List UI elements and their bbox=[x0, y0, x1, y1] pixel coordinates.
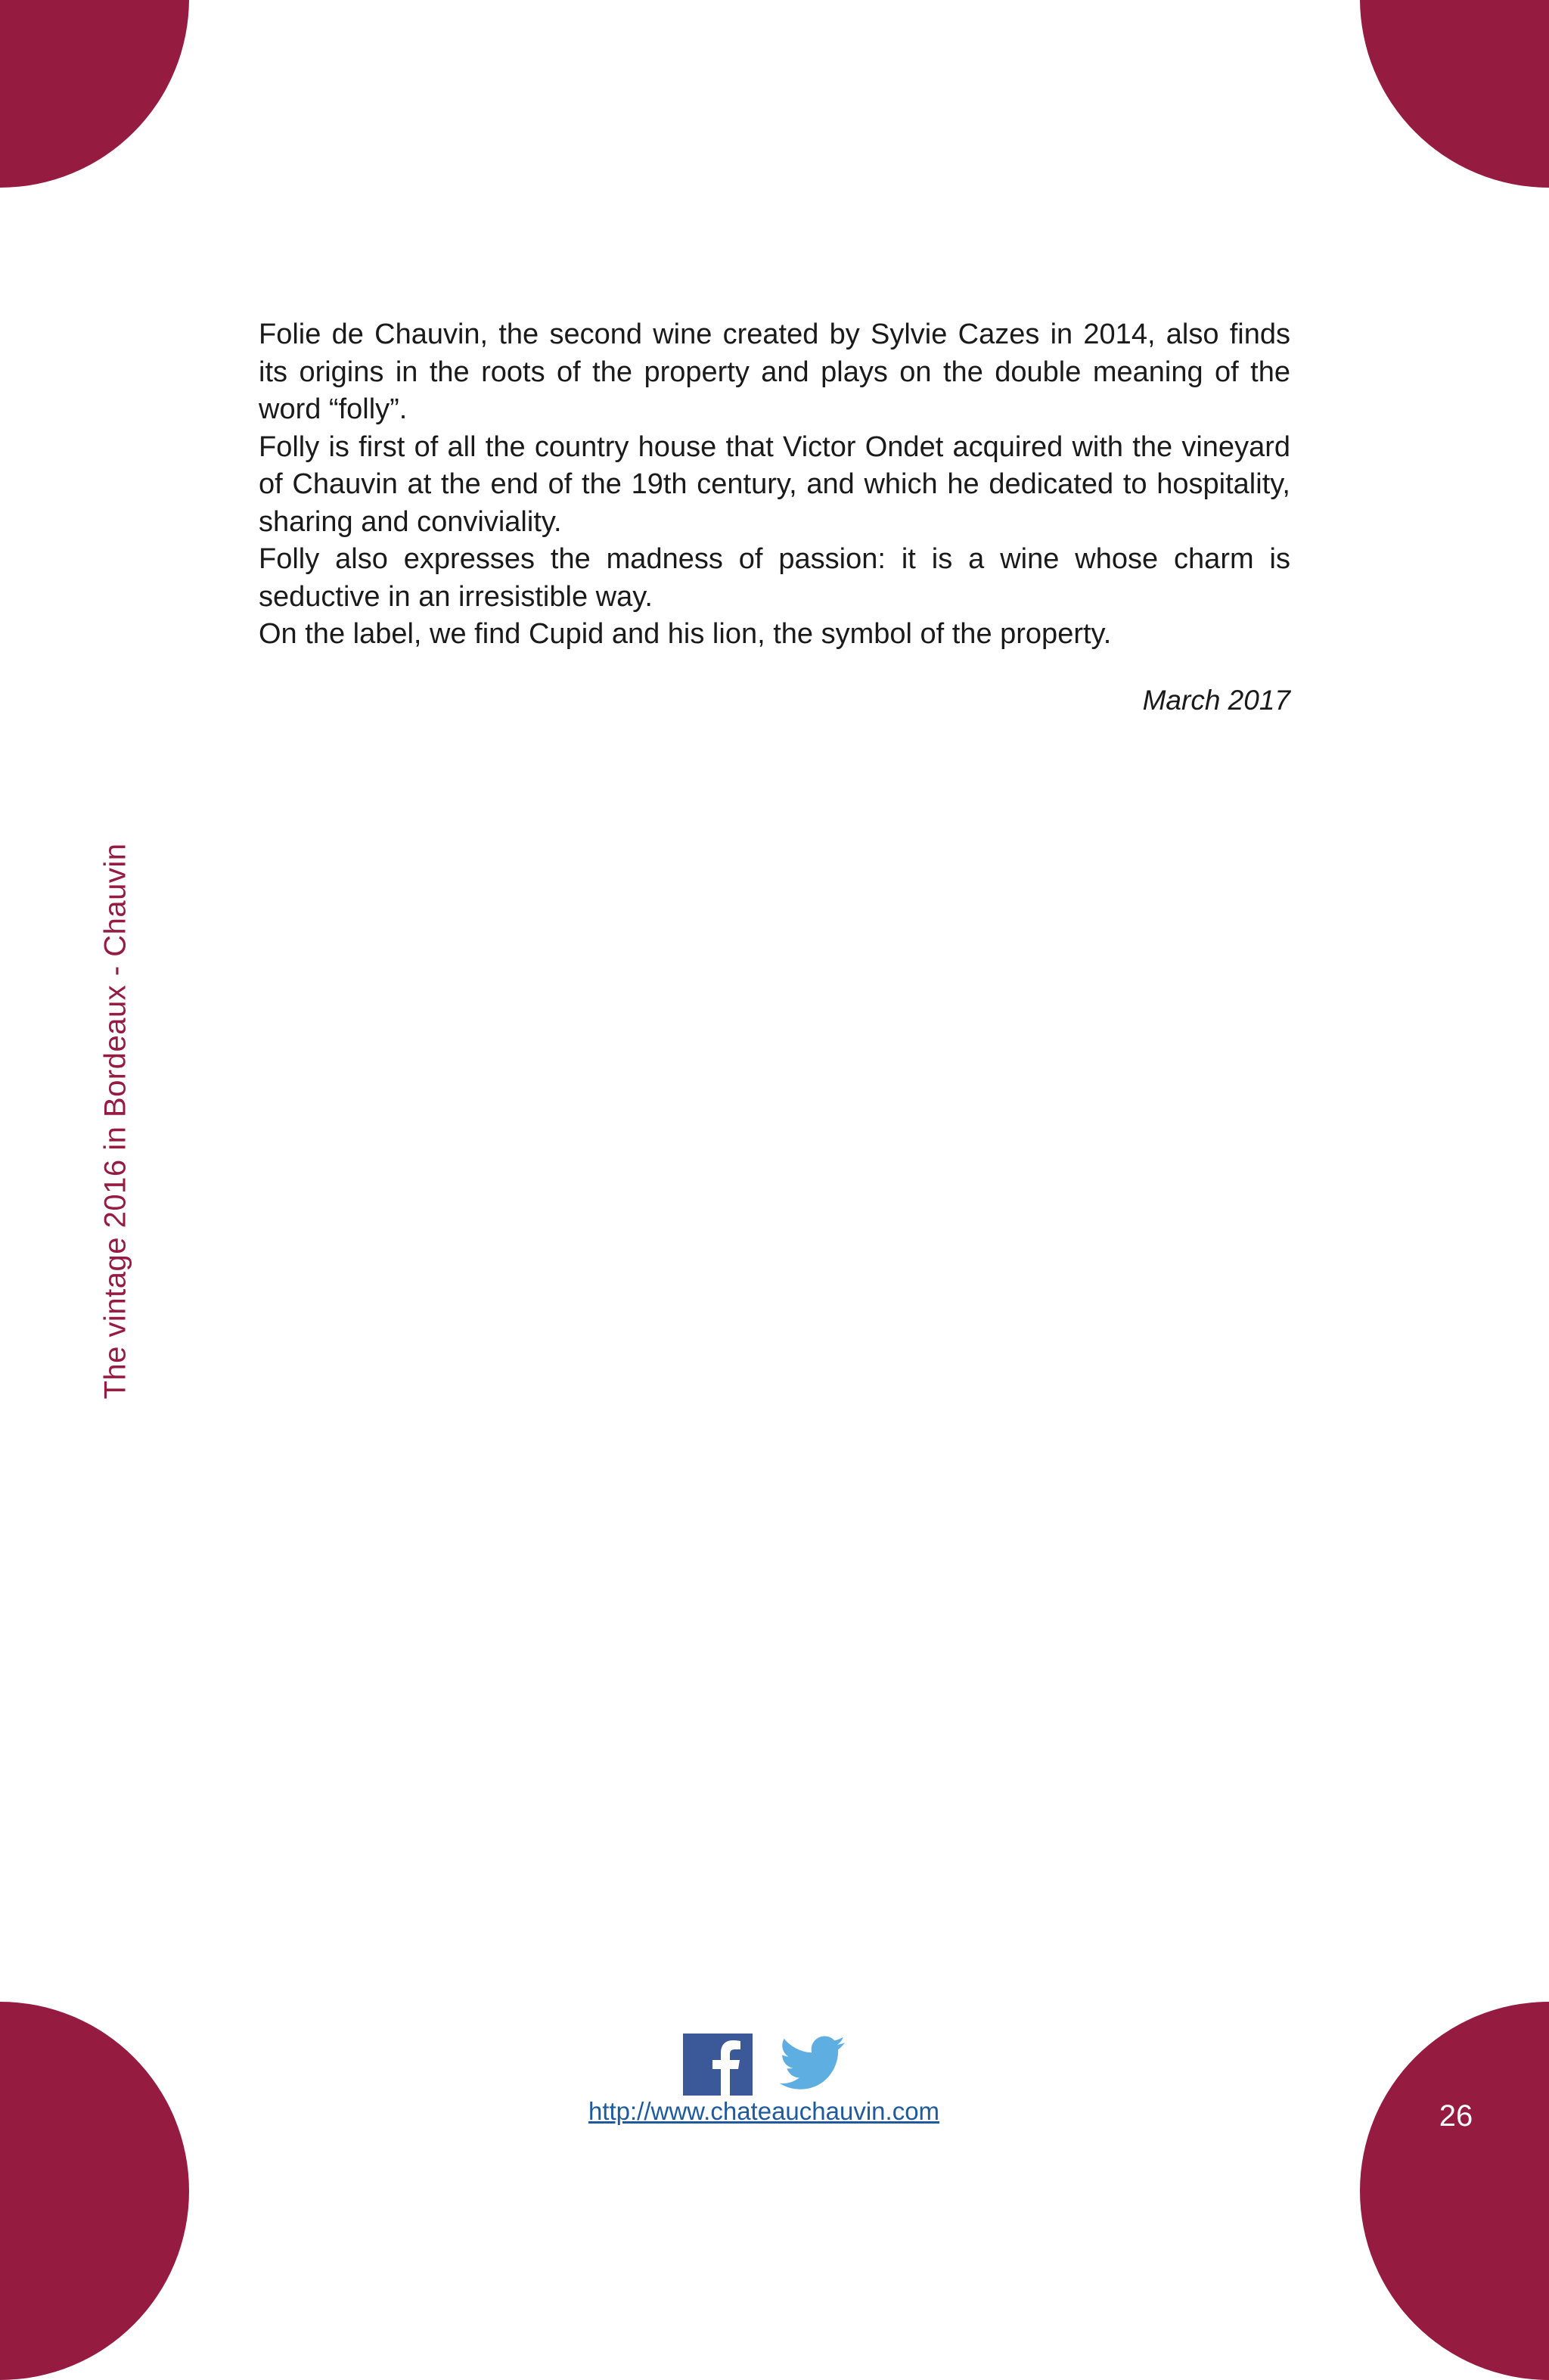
website-link[interactable]: http://www.chateauchauvin.com bbox=[588, 2097, 940, 2125]
corner-decoration-bottom-right bbox=[1360, 2002, 1549, 2380]
corner-decoration-top-right bbox=[1360, 0, 1549, 188]
side-title: The vintage 2016 in Bordeaux - Chauvin bbox=[98, 843, 132, 1400]
corner-decoration-top-left bbox=[0, 0, 189, 188]
body-text bbox=[259, 316, 1290, 654]
twitter-icon[interactable] bbox=[777, 2034, 846, 2096]
paragraph: Folie de Chauvin, the second wine created by Sylvie Cazes in 2014, also finds its origins in the roots of the property and plays on the double meaning of the word “folly”. bbox=[259, 318, 1290, 425]
paragraph: On the label, we find Cupid and his lion, the symbol of the property. bbox=[259, 618, 1112, 650]
page-number: 26 bbox=[1439, 2099, 1473, 2133]
corner-decoration-bottom-left bbox=[0, 2002, 189, 2380]
paragraph: Folly also expresses the madness of passion: it is a wine whose charm is seductive in an irresistible way. bbox=[259, 543, 1290, 613]
paragraph: Folly is first of all the country house that Victor Ondet acquired with the vineyard of Chauvin at the end of the 19th century, and which he dedicated to hospitality, sharing and conviviality. bbox=[259, 430, 1290, 538]
social-links bbox=[683, 2034, 846, 2096]
date-line: March 2017 bbox=[1142, 685, 1290, 716]
facebook-icon[interactable] bbox=[683, 2034, 753, 2096]
